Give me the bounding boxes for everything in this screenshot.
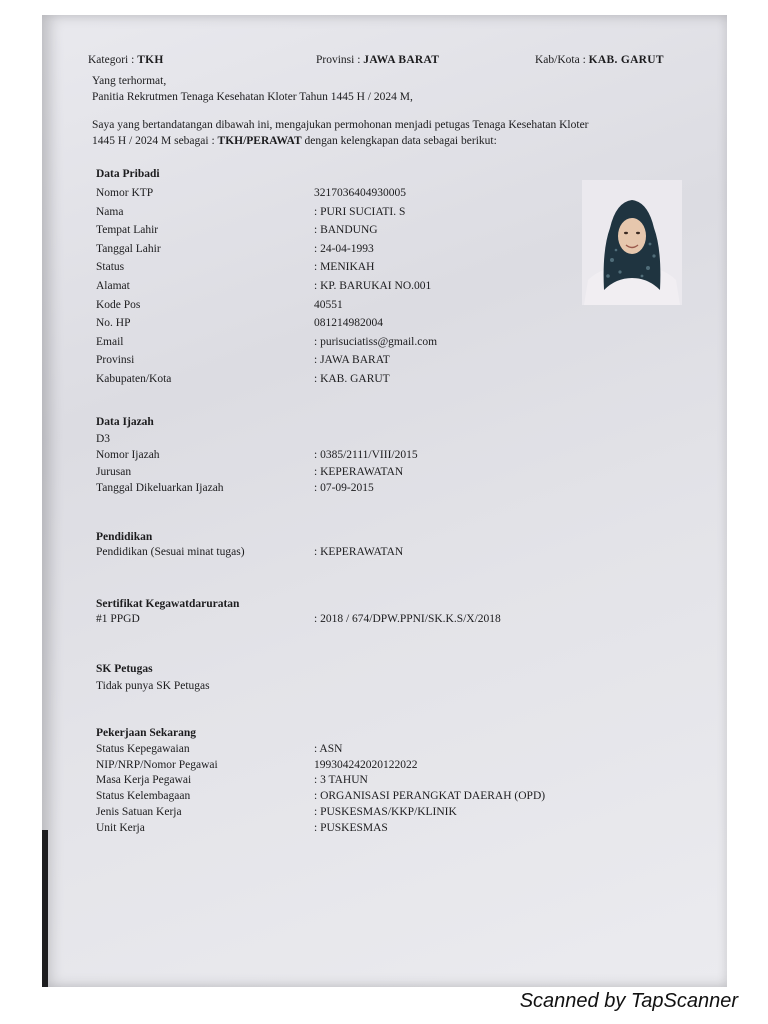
field-value: : JAWA BARAT — [314, 354, 390, 367]
field-row — [96, 449, 656, 465]
field-row — [96, 299, 656, 315]
field-value: 199304242020122022 — [314, 758, 418, 771]
field-label: Nama — [96, 205, 124, 218]
field-row — [96, 280, 656, 296]
field-value: : KEPERAWATAN — [314, 546, 404, 558]
field-row — [96, 336, 656, 352]
field-label: Status — [96, 261, 125, 274]
section-title-data-pribadi: Data Pribadi — [96, 168, 160, 180]
field-row — [96, 774, 656, 790]
field-label: Jenis Satuan Kerja — [96, 805, 182, 818]
document-page — [42, 15, 727, 987]
field-label: Alamat — [96, 280, 130, 292]
field-value: 40551 — [314, 298, 343, 311]
field-row — [96, 613, 656, 629]
field-value: : purisuciatiss@gmail.com — [314, 335, 438, 348]
field-value: : PURI SUCIATI. S — [314, 205, 406, 218]
field-row — [96, 822, 656, 838]
field-row — [96, 466, 656, 482]
field-row — [96, 743, 656, 759]
field-label: Pendidikan (Sesuai minat tugas) — [96, 546, 245, 558]
field-label: Kode Pos — [96, 298, 141, 311]
section-title-sertifikat: Sertifikat Kegawatdaruratan — [96, 598, 240, 610]
field-label: Status Kelembagaan — [96, 790, 191, 803]
field-label: Tanggal Lahir — [96, 242, 161, 255]
field-row — [96, 790, 656, 806]
section-title-sk-petugas: SK Petugas — [96, 663, 153, 675]
section-title-data-ijazah: Data Ijazah — [96, 416, 154, 428]
field-value: : 3 TAHUN — [314, 774, 368, 787]
ijazah-level: D3 — [96, 433, 111, 445]
field-row — [96, 546, 656, 562]
field-row — [96, 373, 656, 389]
field-label: Kabupaten/Kota — [96, 373, 172, 385]
field-row — [96, 317, 656, 333]
field-row — [96, 224, 656, 240]
field-value: : ORGANISASI PERANGKAT DAERAH (OPD) — [314, 790, 546, 803]
field-value: : PUSKESMAS — [314, 821, 388, 834]
kabkota-field: Kab/Kota : KAB. GARUT — [535, 54, 664, 66]
provinsi-field: Provinsi : JAWA BARAT — [316, 54, 440, 66]
applicant-photo-icon — [582, 180, 682, 305]
field-row — [96, 759, 656, 775]
field-value: 3217036404930005 — [314, 187, 406, 199]
field-value: : ASN — [314, 743, 343, 755]
field-value: : 24-04-1993 — [314, 242, 374, 255]
field-label: Email — [96, 335, 124, 348]
field-label: Nomor Ijazah — [96, 449, 160, 461]
field-label: Tempat Lahir — [96, 224, 159, 237]
field-value: : 0385/2111/VIII/2015 — [314, 449, 418, 461]
salutation-line-1: Yang terhormat, — [92, 75, 167, 87]
field-row — [96, 354, 656, 370]
field-row — [96, 243, 656, 259]
field-value: 081214982004 — [314, 317, 383, 330]
field-label: Masa Kerja Pegawai — [96, 774, 192, 787]
field-label: Provinsi — [96, 354, 135, 367]
field-row — [96, 206, 656, 222]
scanner-watermark: Scanned by TapScanner — [519, 990, 738, 1012]
field-label: Nomor KTP — [96, 187, 154, 199]
intro-line-1: Saya yang bertandatangan dibawah ini, mengajukan permohonan menjadi petugas Tenaga Kesehatan Kloter — [92, 119, 589, 131]
field-label: Unit Kerja — [96, 821, 145, 834]
field-label: Jurusan — [96, 465, 132, 478]
field-label: Status Kepegawaian — [96, 743, 190, 755]
sk-petugas-text: Tidak punya SK Petugas — [96, 680, 210, 692]
applicant-photo — [582, 180, 682, 305]
field-row — [96, 806, 656, 822]
field-value: : KEPERAWATAN — [314, 465, 404, 478]
section-title-pendidikan: Pendidikan — [96, 531, 153, 543]
field-value: : BANDUNG — [314, 224, 378, 237]
intro-line-2: 1445 H / 2024 M sebagai : TKH/PERAWAT dengan kelengkapan data sebagai berikut: — [92, 135, 497, 147]
scan-edge-shadow — [42, 830, 48, 987]
field-value: : 07-09-2015 — [314, 482, 374, 494]
document-header — [42, 54, 727, 72]
field-row — [96, 187, 656, 203]
field-label: NIP/NRP/Nomor Pegawai — [96, 758, 218, 771]
field-value: : PUSKESMAS/KKP/KLINIK — [314, 805, 457, 818]
salutation-line-2: Panitia Rekrutmen Tenaga Kesehatan Kloter Tahun 1445 H / 2024 M, — [92, 91, 413, 103]
field-value: : KAB. GARUT — [314, 373, 390, 385]
field-row — [96, 261, 656, 277]
field-label: No. HP — [96, 317, 131, 330]
kategori-field: Kategori : TKH — [88, 54, 164, 66]
field-value: : 2018 / 674/DPW.PPNI/SK.K.S/X/2018 — [314, 613, 501, 625]
section-title-pekerjaan: Pekerjaan Sekarang — [96, 727, 196, 739]
field-label: Tanggal Dikeluarkan Ijazah — [96, 482, 224, 494]
field-value: : KP. BARUKAI NO.001 — [314, 280, 432, 292]
field-row — [96, 482, 656, 498]
field-value: : MENIKAH — [314, 261, 375, 274]
field-label: #1 PPGD — [96, 613, 140, 625]
